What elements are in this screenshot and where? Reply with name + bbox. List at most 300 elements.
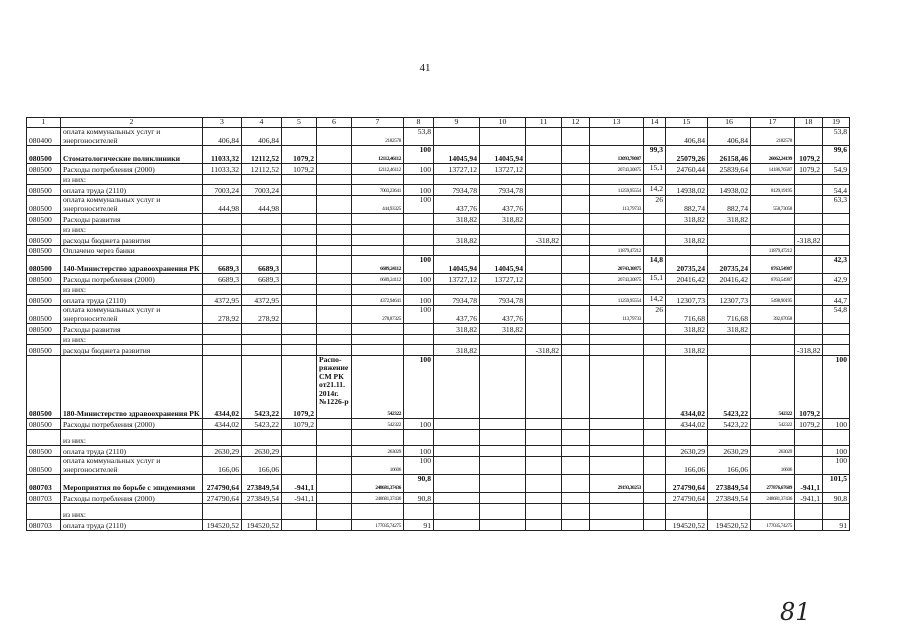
table-cell — [708, 335, 751, 345]
table-cell: 7934,78 — [480, 295, 526, 306]
table-cell: 11259,95554 — [590, 295, 644, 306]
table-cell — [562, 446, 590, 457]
table-cell — [282, 324, 317, 335]
table-cell — [317, 345, 352, 356]
table-cell — [526, 504, 562, 520]
table-cell: 2630,29 — [708, 446, 751, 457]
table-cell — [644, 225, 666, 235]
table-cell — [526, 295, 562, 306]
table-row — [27, 493, 850, 504]
table-cell: 20743,30875 — [590, 256, 644, 274]
table-cell — [352, 335, 404, 345]
table-cell: 5423,22 — [242, 419, 282, 430]
table-cell — [562, 493, 590, 504]
table-cell — [751, 430, 795, 446]
column-number: 15 — [666, 118, 708, 128]
column-number: 18 — [795, 118, 823, 128]
table-cell — [823, 430, 850, 446]
table-cell: 558,73058 — [751, 196, 795, 214]
table-cell — [823, 225, 850, 235]
table-cell — [434, 493, 480, 504]
table-cell: 2630,29 — [242, 446, 282, 457]
table-cell: оплата коммунальных услуг и энергоносителей — [61, 457, 203, 475]
table-cell — [590, 214, 644, 225]
table-cell — [352, 246, 404, 256]
table-cell: 318,82 — [666, 214, 708, 225]
table-cell — [317, 446, 352, 457]
table-cell: 100 — [404, 419, 434, 430]
table-cell: 20743,30875 — [590, 274, 644, 285]
table-row — [27, 164, 850, 175]
table-cell: 1079,2 — [795, 146, 823, 164]
column-number: 13 — [590, 118, 644, 128]
table-cell — [526, 419, 562, 430]
table-cell: оплата труда (2110) — [61, 446, 203, 457]
table-cell: 080500 — [27, 356, 61, 419]
table-row — [27, 504, 850, 520]
table-cell — [590, 457, 644, 475]
header-row — [27, 118, 850, 128]
table-cell: расходы бюджета развития — [61, 235, 203, 246]
table-cell — [562, 185, 590, 196]
table-cell — [795, 225, 823, 235]
table-cell: 90,8 — [404, 475, 434, 493]
table-cell — [404, 235, 434, 246]
table-cell — [480, 235, 526, 246]
table-cell — [526, 335, 562, 345]
table-cell — [708, 504, 751, 520]
table-cell: из них: — [61, 175, 203, 185]
table-cell — [562, 430, 590, 446]
table-cell — [27, 175, 61, 185]
table-cell: 406,84 — [666, 128, 708, 146]
table-cell — [404, 246, 434, 256]
table-cell — [480, 335, 526, 345]
table-cell: 318,82 — [434, 324, 480, 335]
table-cell — [480, 520, 526, 531]
table-row — [27, 285, 850, 295]
table-cell — [242, 175, 282, 185]
table-cell: 29193,30253 — [590, 475, 644, 493]
table-cell — [203, 225, 242, 235]
table-cell: 716,68 — [708, 306, 751, 324]
table-cell: 63,3 — [823, 196, 850, 214]
table-cell: 4372,95 — [242, 295, 282, 306]
table-cell — [795, 256, 823, 274]
table-cell: 080703 — [27, 493, 61, 504]
table-cell: -318,82 — [795, 345, 823, 356]
table-cell — [242, 324, 282, 335]
table-cell: 25839,64 — [708, 164, 751, 175]
table-cell: 100 — [823, 356, 850, 419]
table-cell — [644, 335, 666, 345]
table-cell — [282, 345, 317, 356]
table-cell: 14045,94 — [480, 256, 526, 274]
table-cell — [590, 128, 644, 146]
table-cell: 44,7 — [823, 295, 850, 306]
table-cell: 24760,44 — [666, 164, 708, 175]
table-cell — [795, 214, 823, 225]
table-cell — [317, 475, 352, 493]
table-cell: 100 — [404, 185, 434, 196]
table-cell: 12112,52 — [242, 146, 282, 164]
table-cell: 080500 — [27, 235, 61, 246]
table-cell: 318,82 — [666, 324, 708, 335]
table-cell: 13093,78087 — [590, 146, 644, 164]
table-cell: 20743,30875 — [590, 164, 644, 175]
table-row — [27, 128, 850, 146]
table-cell: 7003,24 — [242, 185, 282, 196]
table-cell: 6689,3 — [203, 256, 242, 274]
table-cell: 444,93325 — [352, 196, 404, 214]
table-cell — [795, 335, 823, 345]
table-cell — [352, 285, 404, 295]
table-row — [27, 256, 850, 274]
table-cell — [317, 146, 352, 164]
table-cell — [562, 520, 590, 531]
column-number: 6 — [317, 118, 352, 128]
table-cell — [434, 520, 480, 531]
table-cell: 15,1 — [644, 274, 666, 285]
table-cell — [795, 128, 823, 146]
table-cell: 080500 — [27, 256, 61, 274]
table-row — [27, 430, 850, 446]
table-cell: 263029 — [352, 446, 404, 457]
table-cell: 100 — [404, 446, 434, 457]
table-cell — [666, 285, 708, 295]
table-cell: 080500 — [27, 164, 61, 175]
table-cell — [526, 324, 562, 335]
table-cell — [434, 457, 480, 475]
table-cell — [708, 345, 751, 356]
table-cell: оплата труда (2110) — [61, 295, 203, 306]
table-cell — [590, 430, 644, 446]
table-cell — [203, 324, 242, 335]
table-row — [27, 446, 850, 457]
table-cell: 437,76 — [480, 196, 526, 214]
table-row — [27, 306, 850, 324]
table-cell: 100 — [404, 295, 434, 306]
table-cell: Стоматологические поликлиники — [61, 146, 203, 164]
table-cell — [434, 475, 480, 493]
table-cell: оплата труда (2110) — [61, 185, 203, 196]
column-number: 16 — [708, 118, 751, 128]
table-cell — [480, 128, 526, 146]
table-cell: 7934,78 — [434, 295, 480, 306]
table-cell — [562, 345, 590, 356]
table-cell — [526, 128, 562, 146]
table-cell — [404, 430, 434, 446]
table-cell: 080703 — [27, 520, 61, 531]
table-cell: 14,2 — [644, 295, 666, 306]
table-cell: оплата коммунальных услуг и энергоносителей — [61, 128, 203, 146]
table-cell: 6689,24112 — [352, 256, 404, 274]
table-cell — [282, 335, 317, 345]
table-cell — [590, 356, 644, 419]
table-cell: 11033,32 — [203, 164, 242, 175]
table-cell — [644, 493, 666, 504]
table-cell: -318,82 — [526, 235, 562, 246]
table-cell — [666, 504, 708, 520]
table-cell — [242, 225, 282, 235]
table-cell — [203, 246, 242, 256]
table-cell: 194520,52 — [666, 520, 708, 531]
table-cell — [434, 504, 480, 520]
table-cell — [562, 128, 590, 146]
table-cell: 100 — [404, 306, 434, 324]
table-cell: 177035,74275 — [751, 520, 795, 531]
table-cell: Расходы потребления (2000) — [61, 493, 203, 504]
table-cell — [317, 274, 352, 285]
table-cell: 6689,3 — [242, 274, 282, 285]
table-cell: 166,06 — [203, 457, 242, 475]
table-cell: 2182578 — [751, 128, 795, 146]
table-cell — [282, 504, 317, 520]
table-cell — [644, 446, 666, 457]
table-cell: 263029 — [751, 446, 795, 457]
table-cell — [480, 504, 526, 520]
table-cell — [590, 504, 644, 520]
table-cell — [644, 235, 666, 246]
table-cell — [590, 285, 644, 295]
table-cell — [317, 246, 352, 256]
column-number: 5 — [282, 118, 317, 128]
table-cell: 14186,76587 — [751, 164, 795, 175]
table-cell: Оплачено через банки — [61, 246, 203, 256]
table-cell: 4372,94641 — [352, 295, 404, 306]
table-cell — [590, 175, 644, 185]
table-cell — [404, 335, 434, 345]
table-cell: 14045,94 — [434, 256, 480, 274]
table-cell — [644, 285, 666, 295]
table-cell — [242, 285, 282, 295]
table-cell — [203, 214, 242, 225]
table-cell: 4344,02 — [666, 419, 708, 430]
table-cell — [562, 274, 590, 285]
column-number: 10 — [480, 118, 526, 128]
table-cell — [27, 285, 61, 295]
table-cell: 437,76 — [434, 306, 480, 324]
table-cell: 16606 — [352, 457, 404, 475]
table-cell: 20735,24 — [708, 256, 751, 274]
table-cell: 080500 — [27, 306, 61, 324]
table-cell — [644, 475, 666, 493]
table-row — [27, 196, 850, 214]
table-cell — [480, 246, 526, 256]
table-cell — [282, 235, 317, 246]
table-cell: 1079,2 — [282, 419, 317, 430]
table-cell — [644, 419, 666, 430]
table-cell — [203, 430, 242, 446]
table-cell — [644, 504, 666, 520]
column-number: 8 — [404, 118, 434, 128]
table-cell — [434, 225, 480, 235]
table-cell: 8763,54987 — [751, 256, 795, 274]
table-cell — [590, 225, 644, 235]
table-cell — [480, 356, 526, 419]
table-cell: 166,06 — [666, 457, 708, 475]
table-cell: 90,8 — [404, 493, 434, 504]
table-cell — [317, 214, 352, 225]
table-cell: 26158,46 — [708, 146, 751, 164]
table-cell — [644, 356, 666, 419]
table-row — [27, 335, 850, 345]
table-cell — [562, 419, 590, 430]
table-cell: 2630,29 — [666, 446, 708, 457]
table-cell — [282, 274, 317, 285]
table-row — [27, 185, 850, 196]
table-cell: 406,84 — [708, 128, 751, 146]
table-cell: Расходы потребления (2000) — [61, 164, 203, 175]
table-cell: 15,1 — [644, 164, 666, 175]
table-cell: 8763,54987 — [751, 274, 795, 285]
table-cell — [644, 520, 666, 531]
table-cell: 542322 — [352, 419, 404, 430]
table-row — [27, 475, 850, 493]
table-cell — [317, 335, 352, 345]
table-cell: 274790,64 — [666, 475, 708, 493]
table-cell — [562, 504, 590, 520]
table-cell: 882,74 — [708, 196, 751, 214]
table-cell — [352, 214, 404, 225]
table-cell — [526, 457, 562, 475]
table-cell: 11033,32 — [203, 146, 242, 164]
table-cell — [823, 246, 850, 256]
table-cell: из них: — [61, 285, 203, 295]
table-row — [27, 295, 850, 306]
table-cell: 54,8 — [823, 306, 850, 324]
table-cell: 080400 — [27, 128, 61, 146]
table-cell — [203, 285, 242, 295]
table-cell — [242, 430, 282, 446]
table-cell — [282, 246, 317, 256]
table-cell: 080500 — [27, 446, 61, 457]
table-cell: 444,98 — [203, 196, 242, 214]
table-cell — [751, 504, 795, 520]
column-number: 17 — [751, 118, 795, 128]
table-cell — [823, 504, 850, 520]
table-cell: 53,8 — [823, 128, 850, 146]
table-cell — [751, 175, 795, 185]
table-cell: 4372,95 — [203, 295, 242, 306]
table-cell: 437,76 — [480, 306, 526, 324]
table-cell: 4344,02 — [203, 356, 242, 419]
table-cell — [562, 196, 590, 214]
table-cell — [751, 285, 795, 295]
table-cell: 113,79733 — [590, 306, 644, 324]
column-number: 1 — [27, 118, 61, 128]
table-cell — [352, 504, 404, 520]
table-cell — [404, 345, 434, 356]
table-cell: 318,82 — [434, 214, 480, 225]
table-cell — [352, 225, 404, 235]
column-number: 9 — [434, 118, 480, 128]
table-cell — [666, 430, 708, 446]
table-cell — [666, 175, 708, 185]
table-cell: 248681,37436 — [751, 493, 795, 504]
column-number: 4 — [242, 118, 282, 128]
table-cell: 1079,2 — [795, 356, 823, 419]
table-cell: -318,82 — [526, 345, 562, 356]
column-number: 3 — [203, 118, 242, 128]
table-cell — [562, 335, 590, 345]
table-cell: 100 — [823, 419, 850, 430]
table-cell: 26 — [644, 306, 666, 324]
table-cell: Мероприятия по борьбе с эпидемиями — [61, 475, 203, 493]
table-cell — [708, 285, 751, 295]
table-cell: 12112,52 — [242, 164, 282, 175]
column-number: 19 — [823, 118, 850, 128]
table-cell: 437,76 — [434, 196, 480, 214]
table-cell: 2630,29 — [203, 446, 242, 457]
column-number: 14 — [644, 118, 666, 128]
table-cell — [590, 324, 644, 335]
table-cell: 274790,64 — [666, 493, 708, 504]
table-cell — [27, 504, 61, 520]
table-cell: 20416,42 — [708, 274, 751, 285]
table-cell — [526, 446, 562, 457]
table-row — [27, 520, 850, 531]
table-cell — [203, 235, 242, 246]
table-cell — [562, 356, 590, 419]
table-cell — [590, 235, 644, 246]
table-cell: Расходы развития — [61, 214, 203, 225]
table-cell: 12112,46112 — [352, 146, 404, 164]
table-cell — [242, 235, 282, 246]
table-cell — [282, 256, 317, 274]
table-cell: 080500 — [27, 185, 61, 196]
table-cell — [27, 225, 61, 235]
table-cell: 194520,52 — [708, 520, 751, 531]
table-cell — [282, 185, 317, 196]
table-cell — [590, 419, 644, 430]
table-cell: 278,87325 — [352, 306, 404, 324]
table-cell: 318,82 — [480, 214, 526, 225]
table-cell — [795, 185, 823, 196]
table-cell — [282, 196, 317, 214]
table-cell: 278,92 — [203, 306, 242, 324]
table-cell — [282, 430, 317, 446]
table-cell — [434, 430, 480, 446]
table-cell: 7934,78 — [434, 185, 480, 196]
table-cell: 14938,02 — [666, 185, 708, 196]
table-cell — [480, 419, 526, 430]
table-cell — [242, 504, 282, 520]
table-cell: 7003,24 — [203, 185, 242, 196]
table-row — [27, 235, 850, 246]
table-cell — [562, 175, 590, 185]
table-cell: 166,06 — [242, 457, 282, 475]
table-cell: 13727,12 — [434, 164, 480, 175]
table-cell — [590, 520, 644, 531]
table-cell: 11879,47212 — [590, 246, 644, 256]
table-row — [27, 419, 850, 430]
table-cell: Распо- ряжение СМ РК от21.11. 2014г. №1226-р — [317, 356, 352, 419]
table-cell: 14,2 — [644, 185, 666, 196]
table-cell — [751, 214, 795, 225]
table-cell: 406,84 — [203, 128, 242, 146]
table-cell — [317, 457, 352, 475]
table-cell — [317, 175, 352, 185]
table-cell: 100 — [404, 146, 434, 164]
table-cell: 100 — [404, 457, 434, 475]
table-cell: 25079,26 — [666, 146, 708, 164]
table-cell: 318,82 — [666, 235, 708, 246]
table-cell — [526, 274, 562, 285]
table-cell — [708, 175, 751, 185]
table-cell — [317, 419, 352, 430]
table-cell — [242, 335, 282, 345]
